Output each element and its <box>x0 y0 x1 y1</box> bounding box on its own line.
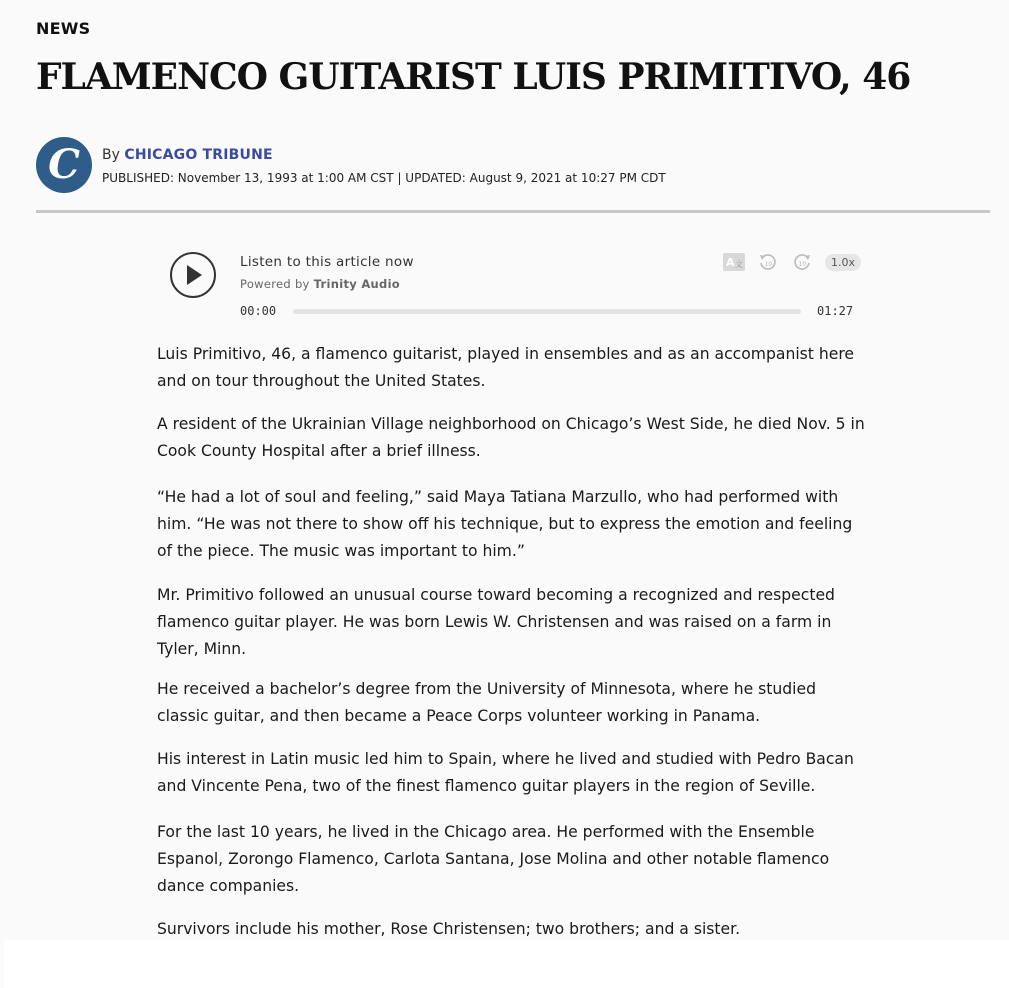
powered-by <box>240 277 400 291</box>
article-paragraph: Luis Primitivo, 46, a flamenco guitarist, played in ensembles and as an accompanist here and on tour throughout the United States. <box>157 345 854 390</box>
player-title: Listen to this article now <box>240 254 414 270</box>
publisher-logo[interactable] <box>36 137 92 193</box>
article-paragraph: He received a bachelor’s degree from the University of Minnesota, where he studied classic guitar, and then became a Peace Corps volunteer working in Panama. <box>157 680 816 725</box>
forward-10-icon[interactable] <box>791 252 813 272</box>
publish-dates: PUBLISHED: November 13, 1993 at 1:00 AM CST | UPDATED: August 9, 2021 at 10:27 PM CDT <box>102 171 666 185</box>
article-paragraph: Survivors include his mother, Rose Christensen; two brothers; and a sister. <box>157 920 741 938</box>
author-line <box>102 147 273 163</box>
play-icon <box>185 264 203 286</box>
rewind-10-icon[interactable] <box>757 252 779 272</box>
powered-by-prefix: Powered by <box>240 277 310 291</box>
article-paragraph: His interest in Latin music led him to Spain, where he lived and studied with Pedro Bacan and Vincente Pena, two of the finest flamenco guitar players in the region of Seville. <box>157 750 854 795</box>
player-controls <box>723 252 861 272</box>
article-paragraph: A resident of the Ukrainian Village neighborhood on Chicago’s West Side, he died Nov. 5 in Cook County Hospital after a brief illness. <box>157 415 865 460</box>
byline <box>36 137 990 197</box>
play-button[interactable] <box>170 252 216 298</box>
article-headline: FLAMENCO GUITARIST LUIS PRIMITIVO, 46 <box>36 56 911 98</box>
header-divider <box>36 210 990 213</box>
page-footer-band <box>4 940 1009 988</box>
svg-text:10: 10 <box>798 261 807 268</box>
total-time: 01:27 <box>817 304 854 318</box>
svg-text:10: 10 <box>764 261 773 268</box>
article-paragraph: For the last 10 years, he lived in the Chicago area. He performed with the Ensemble Espanol, Zorongo Flamenco, Carlota Santana, Jose Molina and other notable flamenco dance companies. <box>157 823 830 895</box>
by-prefix: By <box>102 147 120 163</box>
audio-player <box>157 240 857 330</box>
svg-text:文: 文 <box>735 260 743 269</box>
playback-speed-button[interactable]: 1.0x <box>825 254 861 271</box>
author-link[interactable]: CHICAGO TRIBUNE <box>124 147 273 163</box>
logo-letter: C <box>48 141 80 188</box>
svg-text:A: A <box>726 256 735 269</box>
article-paragraph: “He had a lot of soul and feeling,” said Maya Tatiana Marzullo, who had performed with him. “He was not there to show off his technique, but to express the emotion and feeling of the piece. The music was important to him.” <box>157 488 853 560</box>
current-time: 00:00 <box>240 304 277 318</box>
section-label[interactable]: NEWS <box>36 19 91 38</box>
article-paragraph: Mr. Primitivo followed an unusual course toward becoming a recognized and respected flamenco guitar player. He was born Lewis W. Christensen and was raised on a farm in Tyler, Minn. <box>157 586 835 658</box>
translate-icon[interactable] <box>723 252 745 272</box>
powered-by-brand[interactable]: Trinity Audio <box>313 277 401 291</box>
progress-bar[interactable] <box>293 309 801 314</box>
